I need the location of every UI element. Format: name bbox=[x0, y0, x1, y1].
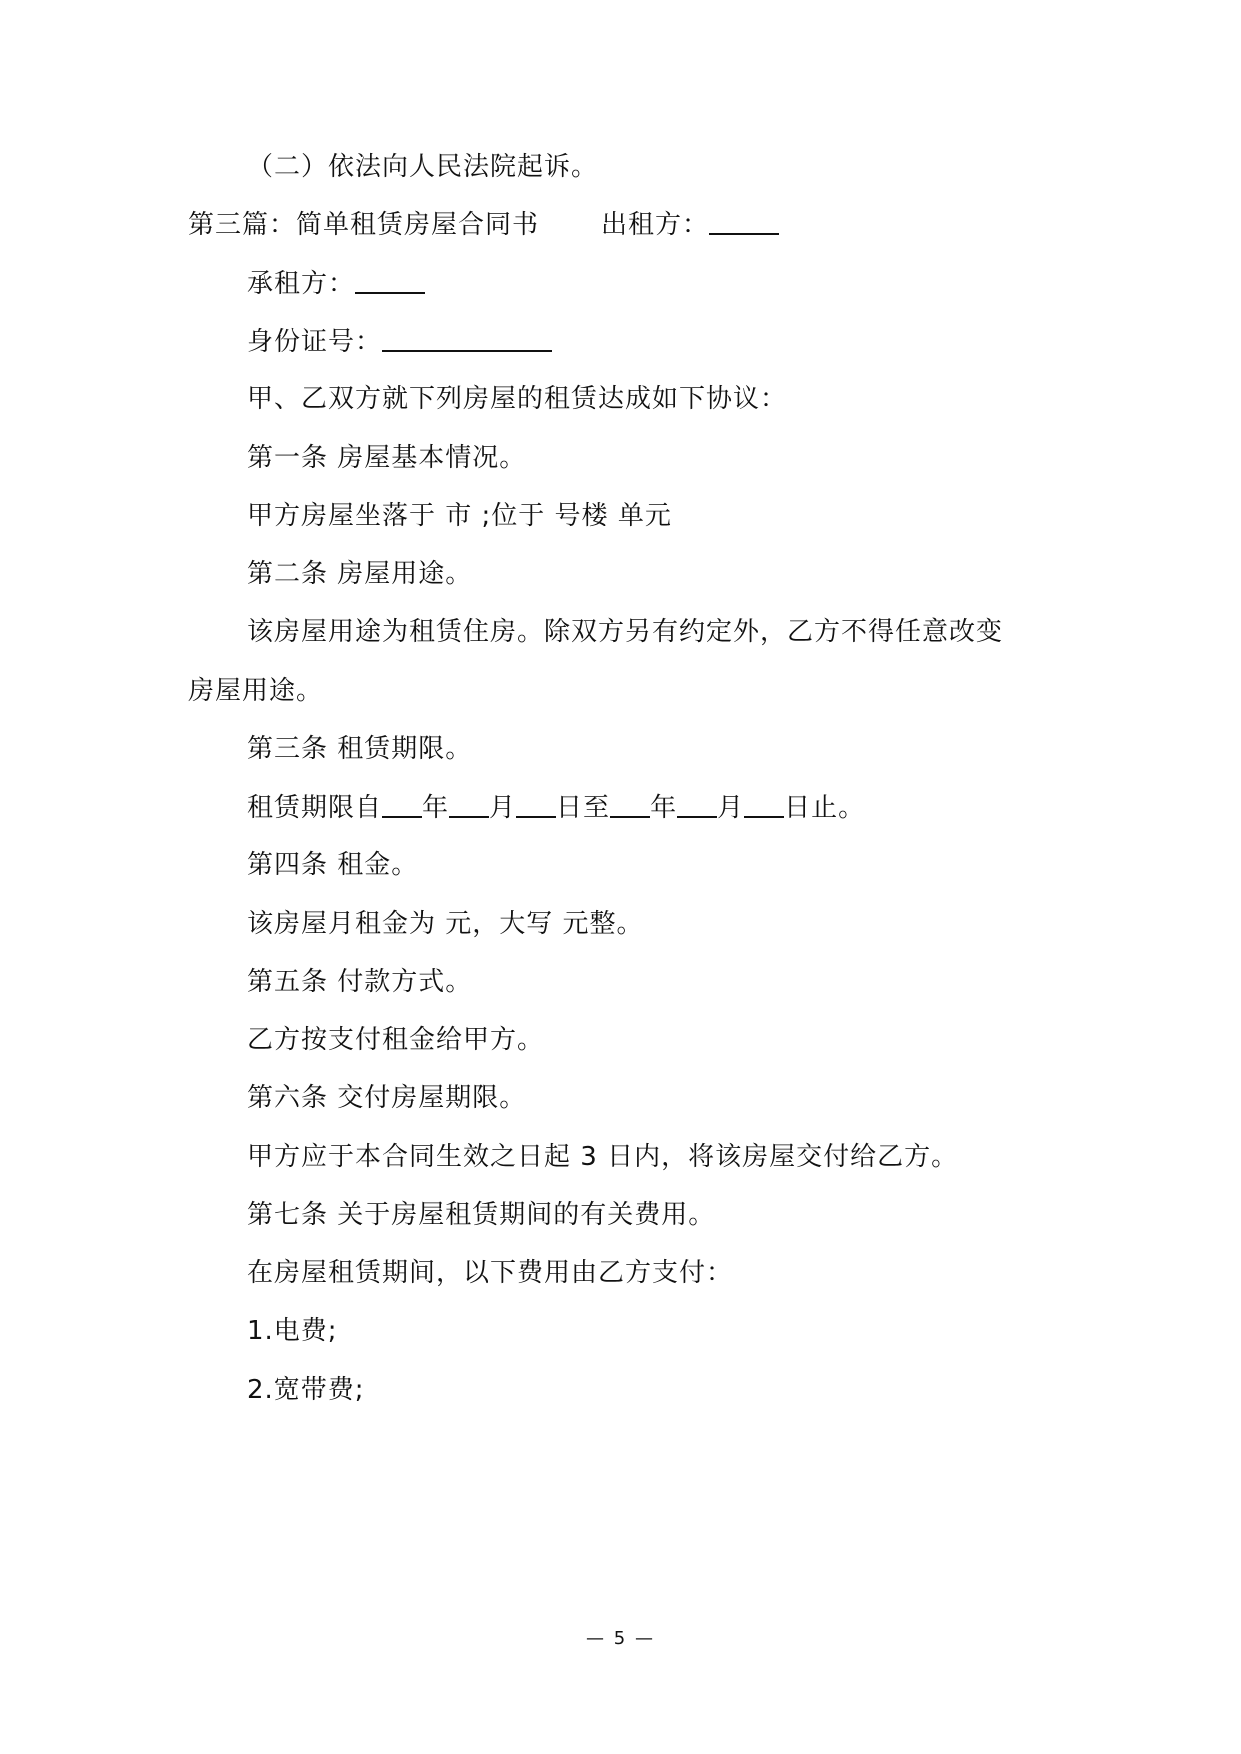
year-label: 年 bbox=[650, 793, 678, 823]
clause-line: 甲方应于本合同生效之日起 3 日内，将该房屋交付给乙方。 bbox=[247, 1142, 959, 1172]
id-number-label: 身份证号： bbox=[247, 327, 383, 357]
end-day-blank bbox=[744, 790, 784, 818]
day-end-label: 日止。 bbox=[784, 793, 866, 823]
page-number: — 5 — bbox=[586, 1628, 655, 1649]
lease-term-line bbox=[247, 790, 865, 825]
clause-line: （二）依法向人民法院起诉。 bbox=[247, 152, 599, 182]
year-label: 年 bbox=[422, 793, 450, 823]
list-item: 1.电费; bbox=[247, 1316, 338, 1346]
list-item: 2.宽带费; bbox=[247, 1375, 365, 1405]
lessee-blank bbox=[355, 266, 425, 294]
clause-line: 房屋用途。 bbox=[188, 676, 324, 706]
lease-term-prefix: 租赁期限自 bbox=[247, 793, 383, 823]
end-month-blank bbox=[677, 790, 717, 818]
clause-line: 甲方房屋坐落于 市 ;位于 号楼 单元 bbox=[247, 501, 672, 531]
section-title: 第三篇：简单租赁房屋合同书 bbox=[188, 210, 540, 240]
lessee-label: 承租方： bbox=[247, 269, 356, 299]
clause-line: 乙方按支付租金给甲方。 bbox=[247, 1025, 545, 1055]
article-heading: 第四条 租金。 bbox=[247, 850, 419, 880]
id-number-blank bbox=[382, 324, 552, 352]
day-to-label: 日至 bbox=[556, 793, 611, 823]
article-heading: 第六条 交付房屋期限。 bbox=[247, 1083, 527, 1113]
lessor-label: 出租方： bbox=[601, 210, 710, 240]
article-heading: 第三条 租赁期限。 bbox=[247, 734, 473, 764]
agreement-intro: 甲、乙双方就下列房屋的租赁达成如下协议： bbox=[247, 384, 788, 414]
article-heading: 第五条 付款方式。 bbox=[247, 967, 473, 997]
clause-line: 该房屋用途为租赁住房。除双方另有约定外，乙方不得任意改变 bbox=[247, 617, 1004, 647]
month-label: 月 bbox=[489, 793, 517, 823]
start-year-blank bbox=[382, 790, 422, 818]
start-day-blank bbox=[516, 790, 556, 818]
month-label: 月 bbox=[717, 793, 745, 823]
clause-line: 在房屋租赁期间，以下费用由乙方支付： bbox=[247, 1258, 734, 1288]
start-month-blank bbox=[449, 790, 489, 818]
article-heading: 第一条 房屋基本情况。 bbox=[247, 443, 527, 473]
lessor-blank bbox=[709, 207, 779, 235]
lessee-line bbox=[247, 266, 425, 301]
article-heading: 第七条 关于房屋租赁期间的有关费用。 bbox=[247, 1200, 716, 1230]
id-number-line bbox=[247, 324, 552, 359]
article-heading: 第二条 房屋用途。 bbox=[247, 559, 473, 589]
section-title-line bbox=[188, 207, 779, 242]
clause-line: 该房屋月租金为 元，大写 元整。 bbox=[247, 909, 644, 939]
end-year-blank bbox=[610, 790, 650, 818]
